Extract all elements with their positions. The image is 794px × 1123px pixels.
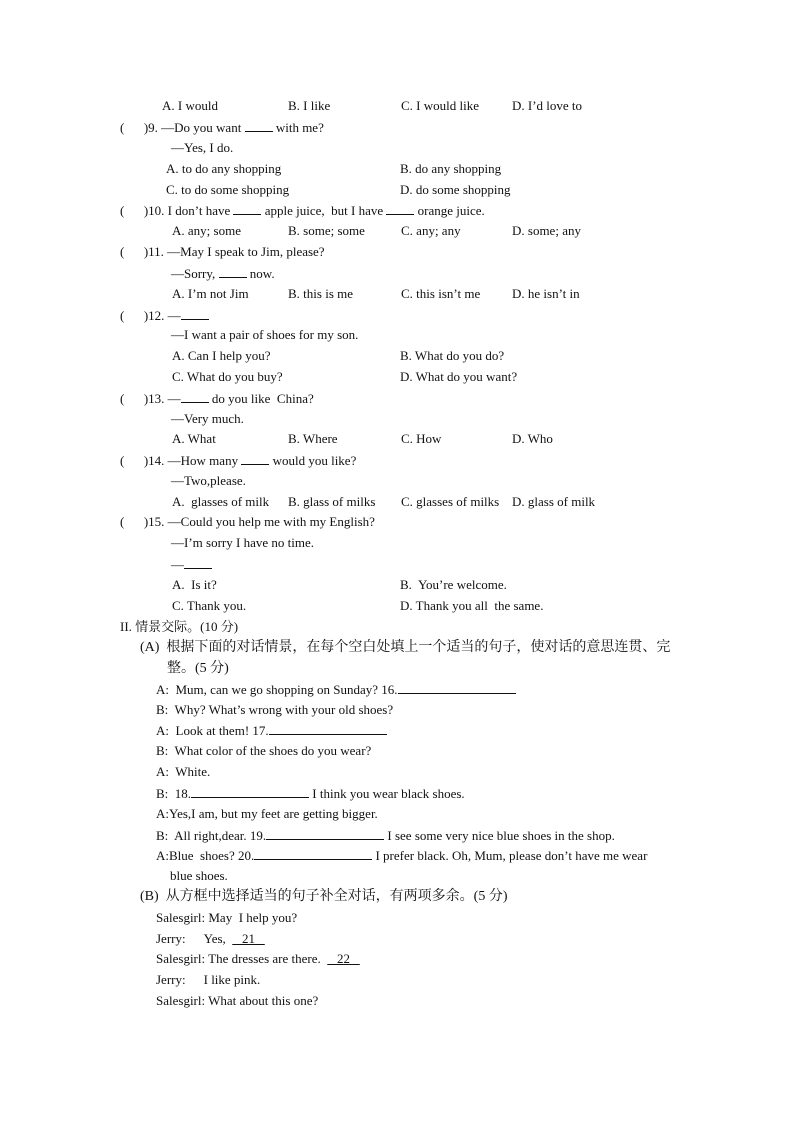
answer-blank [191, 785, 309, 798]
dialogue-line [156, 972, 260, 988]
reply-text: —I want a pair of shoes for my son. [171, 327, 359, 342]
stem-text: apple juice, but I have [264, 203, 384, 218]
dialogue-text: A: Look at them! 17. [156, 723, 269, 738]
option-b: B. do any shopping [400, 161, 502, 176]
question-stem [120, 119, 324, 136]
dialogue-line [156, 951, 360, 967]
dialogue-text: I see some very nice blue shoes in the shop. [384, 828, 615, 843]
dialogue-text: The dresses are there. [208, 951, 321, 966]
blank-number: 22 [336, 951, 350, 966]
option-a: A. I’m not Jim [172, 286, 249, 301]
option-a: A. glasses of milk [172, 494, 270, 509]
stem-text: would you like? [272, 453, 357, 468]
question-number: ( )9. —Do you want [120, 120, 242, 135]
dialogue-line [156, 931, 265, 947]
speaker: Jerry: [156, 972, 186, 987]
speaker: Salesgirl: [156, 910, 206, 925]
answer-blank [269, 722, 387, 735]
part-b-instruction: (B) 从方框中选择适当的句子补全对话，有两项多余。(5 分) [140, 889, 508, 904]
reply-prefix: — [171, 557, 184, 572]
dialogue-line [156, 785, 465, 802]
dialogue-line [156, 993, 318, 1009]
dialogue-line: B: Why? What’s wrong with your old shoes? [156, 702, 394, 717]
option-c: C. to do some shopping [166, 182, 290, 197]
answer-blank [386, 202, 414, 215]
option-b: B. glass of milks [288, 494, 376, 509]
answer-blank [181, 307, 209, 320]
option-a: A. Is it? [172, 577, 217, 592]
reply-text [171, 556, 212, 573]
dialogue-line [156, 827, 615, 844]
question-stem: ( )11. —May I speak to Jim, please? [120, 244, 325, 259]
option-d: D. Thank you all the same. [400, 598, 544, 613]
part-a-instruction-cont: 整。(5 分) [167, 661, 229, 676]
dialogue-line [156, 681, 516, 698]
dialogue-text: I prefer black. Oh, Mum, please don’t have me wear [372, 848, 648, 863]
section-title: II. 情景交际。(10 分) [120, 619, 239, 634]
option-b: B. Where [288, 431, 338, 446]
reply-prefix: —Sorry, [171, 266, 216, 281]
dialogue-line: A: White. [156, 764, 211, 779]
question-number: ( )12. — [120, 308, 181, 323]
dialogue-text: A: Mum, can we go shopping on Sunday? 16. [156, 682, 398, 697]
option-b: B. some; some [288, 223, 365, 238]
answer-blank [219, 265, 247, 278]
reply-text [171, 265, 275, 282]
option-b: B. What do you do? [400, 348, 505, 363]
answer-blank [398, 681, 516, 694]
answer-blank [233, 202, 261, 215]
dialogue-text: I like pink. [203, 972, 261, 987]
option-c: C. How [401, 431, 442, 446]
option-a: A. any; some [172, 223, 241, 238]
dialogue-text: What about this one? [208, 993, 319, 1008]
dialogue-line [156, 722, 387, 739]
question-stem [120, 452, 356, 469]
blank-number: 21 [242, 931, 256, 946]
stem-text: orange juice. [417, 203, 485, 218]
answer-blank [254, 847, 372, 860]
option-a: A. Can I help you? [172, 348, 271, 363]
answer-blank [184, 556, 212, 569]
option-c: C. Thank you. [172, 598, 247, 613]
option-d: D. Who [512, 431, 553, 446]
question-number: ( )14. —How many [120, 453, 239, 468]
stem-text: do you like China? [211, 391, 314, 406]
reply-suffix: now. [249, 266, 275, 281]
dialogue-text: A:Blue shoes? 20. [156, 848, 255, 863]
speaker: Jerry: [156, 931, 186, 946]
part-a-instruction: (A) 根据下面的对话情景，在每个空白处填上一个适当的句子，使对话的意思连贯、完 [140, 640, 671, 655]
reply-text: —Very much. [171, 411, 244, 426]
dialogue-line: B: What color of the shoes do you wear? [156, 743, 372, 758]
question-number: ( )13. — [120, 391, 181, 406]
option-d: D. some; any [512, 223, 581, 238]
option-a: A. to do any shopping [166, 161, 282, 176]
option-d: D. What do you want? [400, 369, 518, 384]
option-b: B. You’re welcome. [400, 577, 507, 592]
dialogue-line: blue shoes. [170, 868, 228, 883]
dialogue-text: B: 18. [156, 786, 192, 801]
option-d: D. glass of milk [512, 494, 596, 509]
speaker: Salesgirl: [156, 951, 206, 966]
option-a: A. I would [162, 98, 218, 113]
option-b: B. this is me [288, 286, 354, 301]
reply-text: —I’m sorry I have no time. [171, 535, 314, 550]
option-d: D. do some shopping [400, 182, 511, 197]
question-stem [120, 390, 314, 407]
speaker: Salesgirl: [156, 993, 206, 1008]
option-d: D. he isn’t in [512, 286, 580, 301]
reply-text: —Yes, I do. [171, 140, 234, 155]
stem-text: with me? [275, 120, 324, 135]
option-c: C. glasses of milks [401, 494, 500, 509]
dialogue-line [156, 910, 297, 926]
reply-text: —Two,please. [171, 473, 246, 488]
dialogue-text: B: All right,dear. 19. [156, 828, 267, 843]
answer-blank [245, 119, 273, 132]
dialogue-text: Yes, [203, 931, 226, 946]
answer-blank [241, 452, 269, 465]
question-stem: ( )15. —Could you help me with my English? [120, 514, 375, 529]
answer-blank [266, 827, 384, 840]
option-a: A. What [172, 431, 216, 446]
dialogue-line [156, 847, 647, 864]
dialogue-line: A:Yes,I am, but my feet are getting bigger. [156, 806, 378, 821]
option-c: C. this isn’t me [401, 286, 481, 301]
dialogue-text: May I help you? [208, 910, 298, 925]
option-c: C. any; any [401, 223, 461, 238]
dialogue-text: I think you wear black shoes. [309, 786, 465, 801]
question-number: ( )10. I don’t have [120, 203, 231, 218]
question-stem [120, 202, 485, 219]
option-d: D. I’d love to [512, 98, 583, 113]
answer-blank [181, 390, 209, 403]
question-stem [120, 307, 209, 324]
option-b: B. I like [288, 98, 331, 113]
option-c: C. What do you buy? [172, 369, 283, 384]
option-c: C. I would like [401, 98, 479, 113]
